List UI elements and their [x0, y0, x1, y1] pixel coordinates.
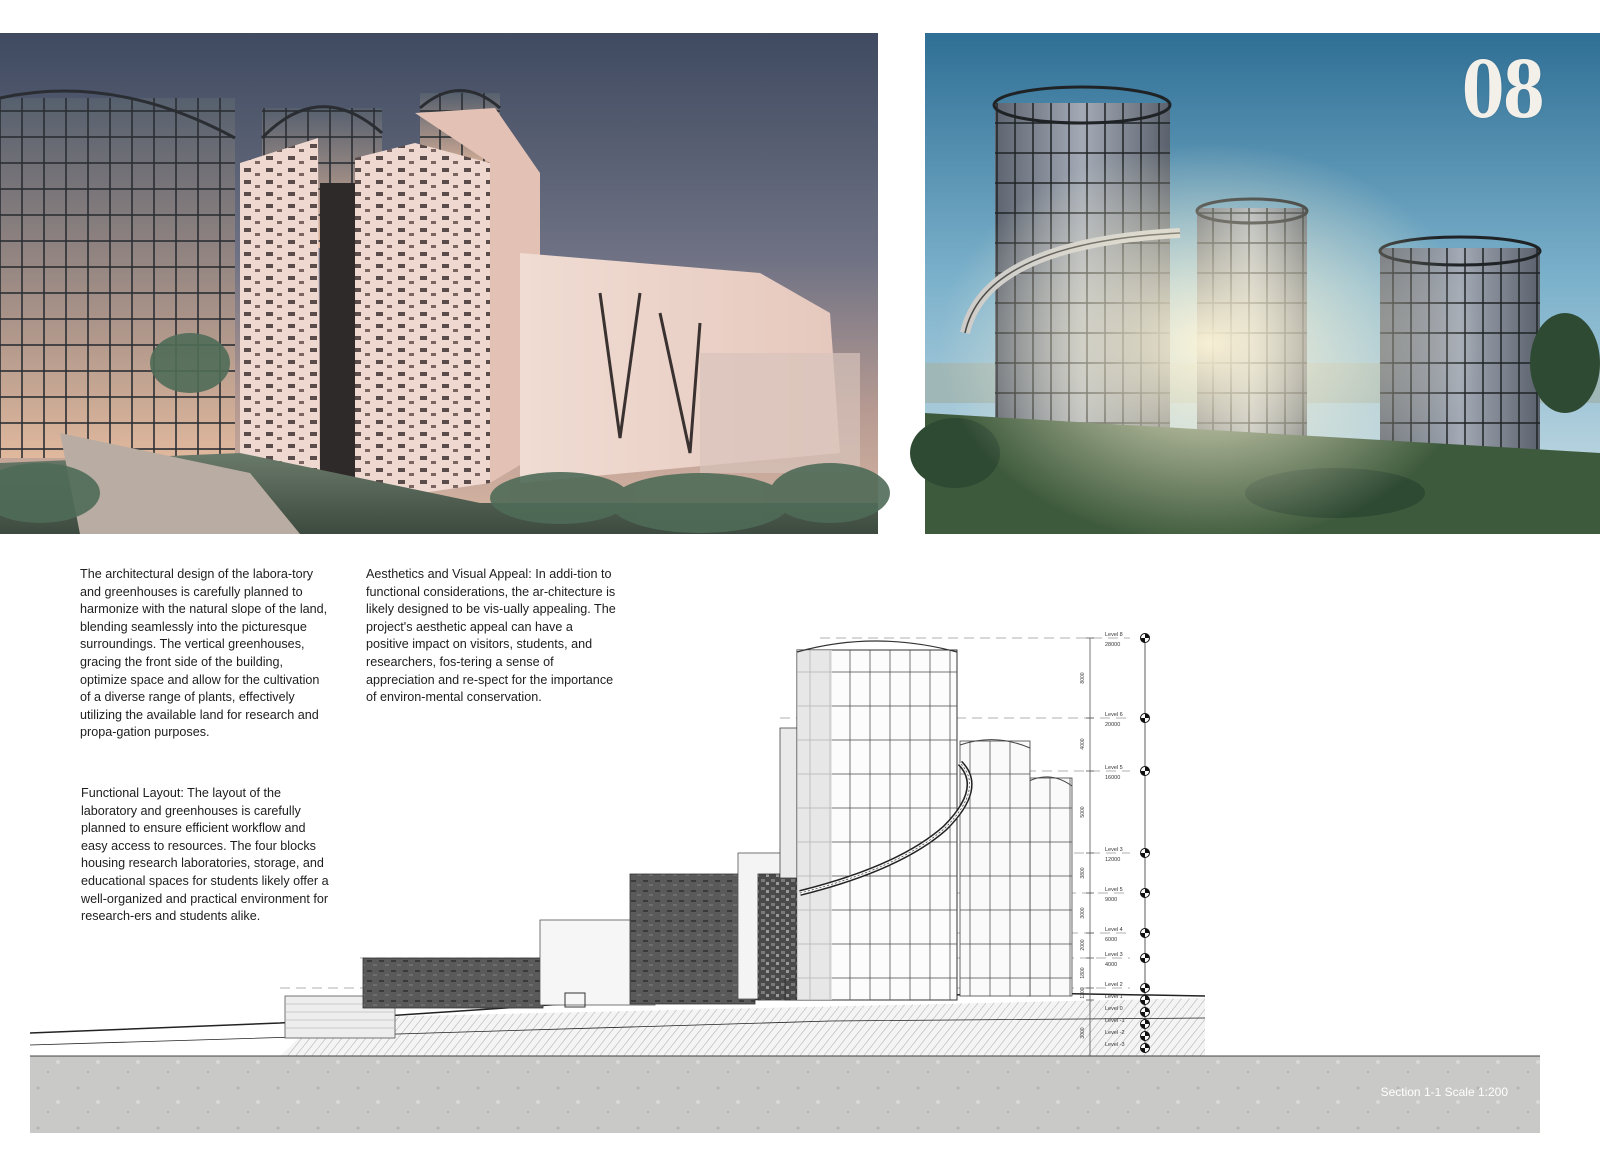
- level-marker: [1105, 927, 1150, 943]
- foundation-concrete: [30, 1056, 1540, 1133]
- perforated-block: [630, 874, 755, 1004]
- dimension-label: 3000: [1080, 1027, 1086, 1039]
- description-paragraph-functional-layout: Functional Layout: The layout of the laboratory and greenhouses is carefully planned to ensure efficient workflow and easy access to resources. The four blocks housing research laboratories, storage, and educational spaces for students likely offer a well-organized and practical environment for research-ers and students alike.: [81, 786, 329, 924]
- render-laboratory-exterior: [0, 33, 878, 534]
- dimension-label: 4000: [1080, 738, 1086, 750]
- level-marker: [1105, 887, 1150, 903]
- dimension-label: 3000: [1080, 907, 1086, 919]
- level-elevation: 16000: [1105, 775, 1121, 781]
- level-name: Level 8: [1105, 632, 1123, 638]
- level-marker: [1105, 952, 1150, 968]
- dimension-label: 2000: [1080, 939, 1086, 951]
- level-elevation: 6000: [1105, 937, 1118, 943]
- dimension-label: 1800: [1080, 967, 1086, 979]
- level-name: Level 3: [1105, 952, 1123, 958]
- dimension-label: 5000: [1080, 806, 1086, 818]
- level-marker: [1105, 982, 1150, 993]
- level-elevation: 20000: [1105, 722, 1121, 728]
- level-marker: [1105, 847, 1150, 863]
- dimension-label: 1200: [1080, 987, 1086, 999]
- level-name: Level 6: [1105, 712, 1123, 718]
- level-marker: [1105, 712, 1150, 728]
- level-marker: [1105, 765, 1150, 781]
- level-elevation: 9000: [1105, 897, 1118, 903]
- level-name: Level -1: [1105, 1018, 1125, 1024]
- level-name: Level 4: [1105, 927, 1123, 933]
- level-marker: [1105, 632, 1150, 648]
- description-paragraph-aesthetics: Aesthetics and Visual Appeal: In addi-tion to functional considerations, the ar-chitecture is likely designed to be vis-ually appealing. The project's aesthetic appeal can have a positive impact on visitors, students, and researchers, fos-tering a sense of appreciation and re-spect for the importance of environ-mental conservation.: [366, 567, 616, 705]
- dimension-label: 3800: [1080, 867, 1086, 879]
- level-name: Level 2: [1105, 982, 1123, 988]
- page-number: 08: [1462, 45, 1544, 136]
- level-elevation: 28000: [1105, 642, 1121, 648]
- level-name: Level 3: [1105, 847, 1123, 853]
- description-paragraph-design: The architectural design of the labora-tory and greenhouses is carefully planned to harmonize with the natural slope of the land, blending seamlessly into the picturesque surroundings. The vertical greenhouses, gracing the front side of the building, optimize space and allow for the cultivation of a diverse range of plants, effectively utilizing the available land for research and propa-gation purposes.: [80, 567, 328, 740]
- laboratory-render-image: [0, 33, 878, 534]
- level-name: Level -3: [1105, 1042, 1125, 1048]
- level-name: Level -2: [1105, 1030, 1125, 1036]
- render-greenhouse-cylinders: [925, 33, 1600, 534]
- level-name: Level 0: [1105, 1006, 1123, 1012]
- level-name: Level 5: [1105, 887, 1123, 893]
- level-elevation: 12000: [1105, 857, 1121, 863]
- dimension-label: 8000: [1080, 672, 1086, 684]
- level-name: Level 1: [1105, 994, 1123, 1000]
- level-elevation: 4000: [1105, 962, 1118, 968]
- level-name: Level 5: [1105, 765, 1123, 771]
- dark-clad-block: [363, 958, 543, 1008]
- dimension-labels: [1080, 638, 1094, 1039]
- stone-core: [758, 874, 803, 1000]
- section-scale-caption: Section 1-1 Scale 1:200: [1380, 1085, 1508, 1099]
- level-markers: [1105, 632, 1150, 1053]
